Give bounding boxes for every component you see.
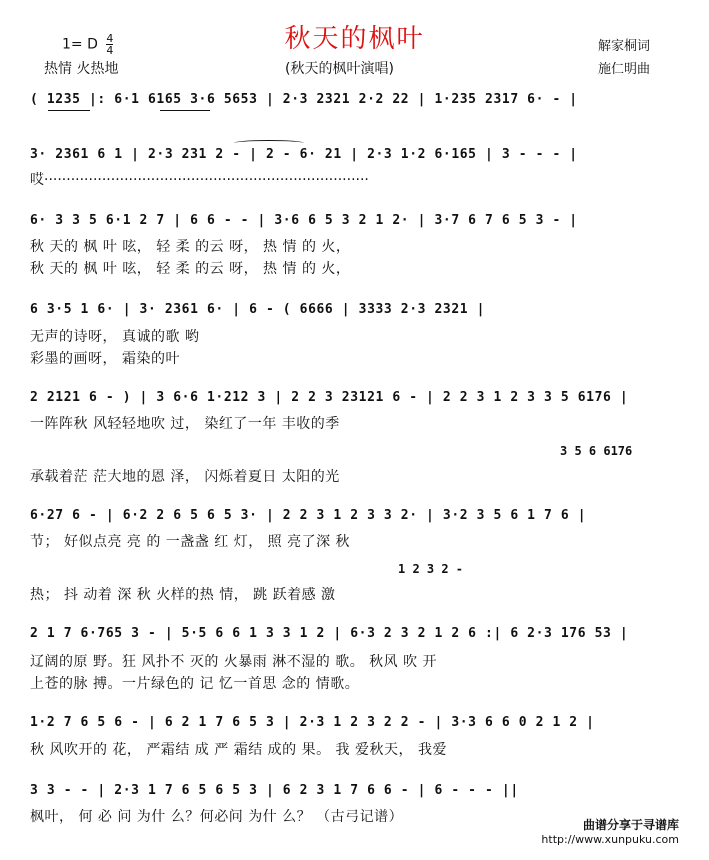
lyricist: 解家桐词 (598, 39, 651, 54)
lyric-row-9: 枫叶， 何 必 问 为什 么？何必问 为什 么？ （古弓记谱） (30, 809, 404, 825)
composer: 施仁明曲 (598, 62, 651, 77)
subtitle: (秋天的枫叶演唱) (285, 61, 394, 77)
watermark-line-2: http://www.xunpuku.com (541, 833, 679, 846)
time-top: 4 (106, 32, 114, 45)
lyric-row-7b: 上苍的脉 搏。一片绿色的 记 忆一首思 念的 情歌。 (30, 676, 360, 692)
watermark (541, 816, 679, 846)
melody-row-3: 6· 3 3 5 6·1 2 7 | 6 6 - - | 3·6 6 5 3 2 1 2· | 3·7 6 7 6 5 3 - | (30, 213, 578, 228)
watermark-line-1: 曲谱分享于寻谱库 (582, 818, 679, 832)
lyric-row-7a: 辽阔的原 野。狂 风扑不 灭的 火暴雨 淋不湿的 歌。 秋风 吹 开 (30, 654, 438, 670)
lyric-row-6a: 节； 好似点亮 亮 的 一盏盏 红 灯， 照 亮了深 秋 (30, 534, 351, 550)
melody-row-5: 2 2121 6 - ) | 3 6·6 1·212 3 | 2 2 3 23121 6 - | 2 2 3 1 2 3 3 5 6176 | (30, 390, 629, 405)
lyric-row-6b: 热； 抖 动着 深 秋 火样的热 情， 跳 跃着感 激 (30, 587, 336, 603)
melody-row-4: 6 3·5 1 6· | 3· 2361 6· | 6 - ( 6666 | 3333 2·3 2321 | (30, 302, 486, 317)
song-title: 秋天的枫叶 (284, 24, 425, 54)
lyric-row-5a: 一阵阵秋 风轻轻地吹 过， 染红了一年 丰收的季 (30, 416, 340, 432)
melody-row-2: 3· 2361 6 1 | 2·3 231 2 - | 2 - 6· 21 | 2·3 1·2 6·165 | 3 - - - | (30, 147, 578, 162)
lyric-row-3b: 秋 天的 枫 叶 呟， 轻 柔 的云 呀， 热 情 的 火， (30, 261, 351, 277)
lyric-row-4a: 无声的诗呀， 真诚的歌 哟 (30, 329, 200, 345)
lyric-row-4b: 彩墨的画呀， 霜染的叶 (30, 351, 180, 367)
time-bottom: 4 (106, 44, 114, 57)
key-label: 1= D (62, 36, 98, 53)
melody-row-7: 2 1 7 6·765 3 - | 5·5 6 6 1 3 3 1 2 | 6·3 2 3 2 1 2 6 :| 6 2·3 176 53 | (30, 626, 629, 641)
melody-row-1: ( 1235 |: 6·1 6165 3·6 5653 | 2·3 2321 2·2 22 | 1·235 2317 6· - | (30, 92, 578, 107)
alt-melody-row-6: 1 2 3 2 - (398, 562, 464, 576)
tempo-marking: 热情 火热地 (44, 61, 119, 77)
lyric-row-5b: 承载着茫 茫大地的恩 泽， 闪烁着夏日 太阳的光 (30, 469, 340, 485)
beam (48, 110, 90, 111)
beam (160, 110, 210, 111)
slur (234, 140, 304, 146)
melody-row-8: 1·2 7 6 5 6 - | 6 2 1 7 6 5 3 | 2·3 1 2 3 2 2 - | 3·3 6 6 0 2 1 2 | (30, 715, 595, 730)
melody-row-9: 3 3 - - | 2·3 1 7 6 5 6 5 3 | 6 2 3 1 7 6 6 - | 6 - - - || (30, 783, 519, 798)
lyric-row-3a: 秋 天的 枫 叶 呟， 轻 柔 的云 呀， 热 情 的 火， (30, 239, 351, 255)
key-signature (62, 33, 113, 56)
lyric-row-8: 秋 风吹开的 花， 严霜结 成 严 霜结 成的 果。 我 爱秋天， 我爱 (30, 742, 447, 758)
lyric-row-2: 哎········································································· (30, 172, 369, 188)
melody-row-6: 6·27 6 - | 6·2 2 6 5 6 5 3· | 2 2 3 1 2 3 3 2· | 3·2 3 5 6 1 7 6 | (30, 508, 587, 523)
alt-melody-row-5: 3 5 6 6176 (560, 444, 633, 458)
time-signature (106, 33, 113, 56)
